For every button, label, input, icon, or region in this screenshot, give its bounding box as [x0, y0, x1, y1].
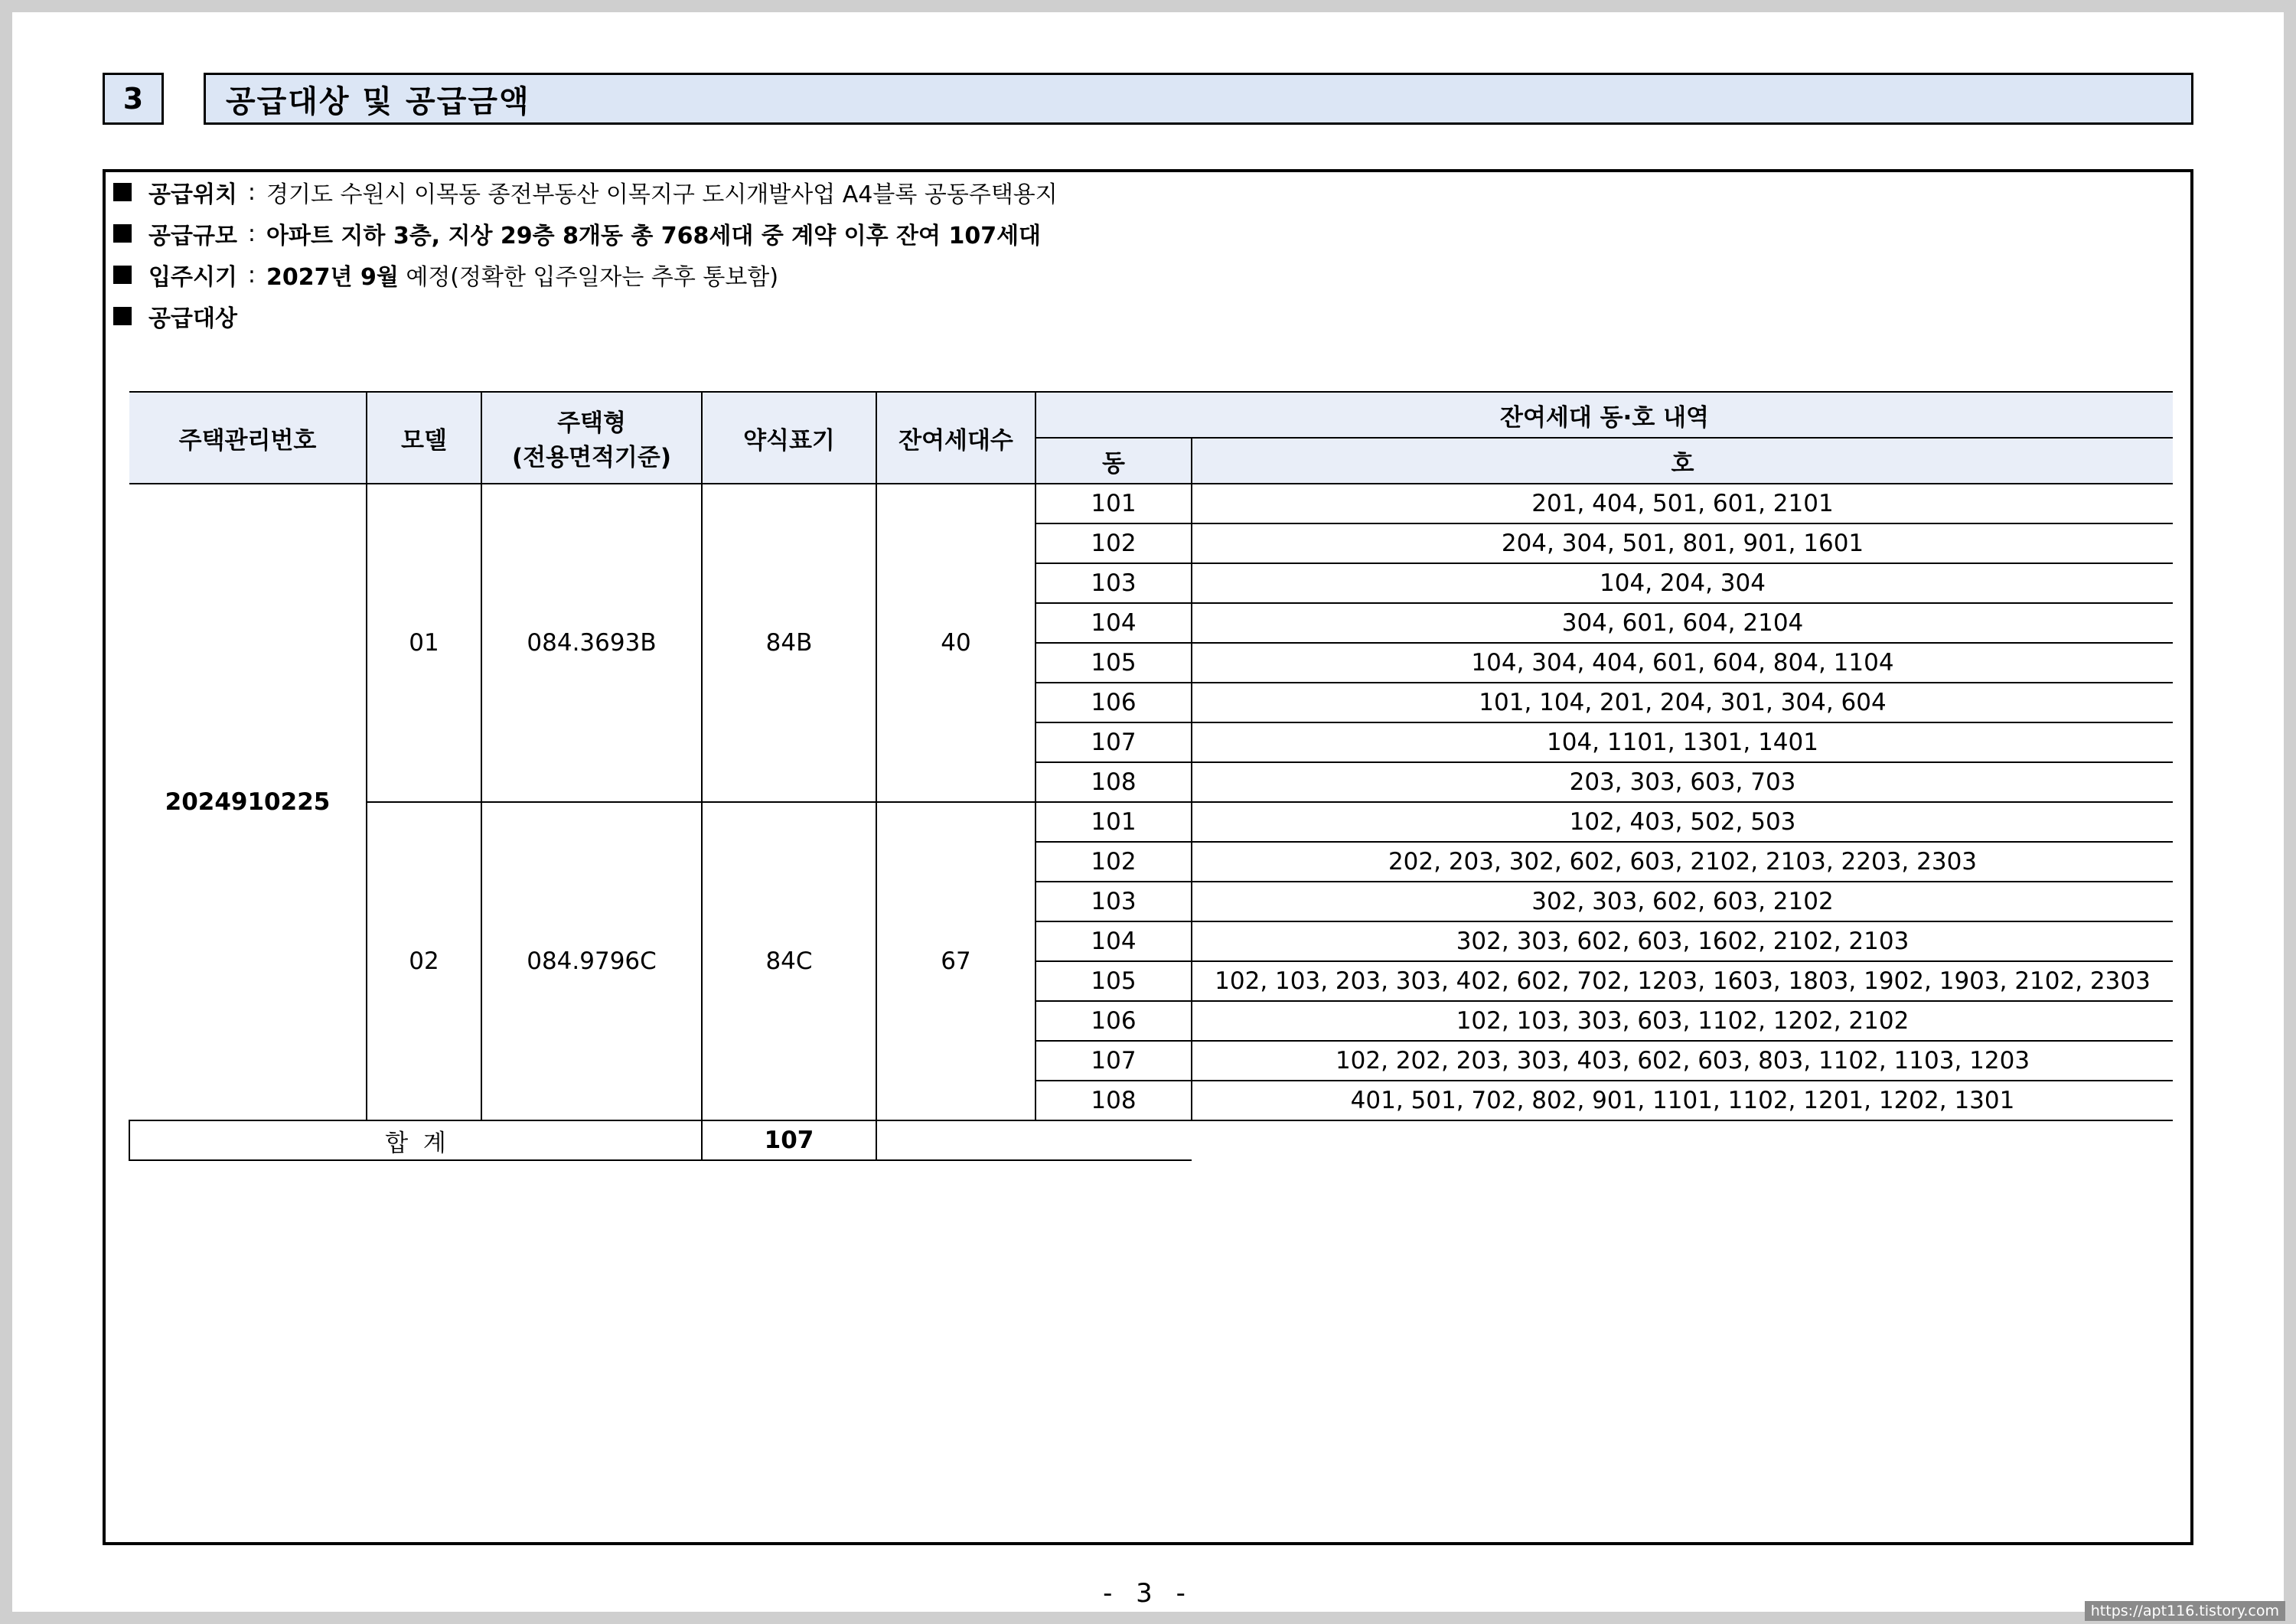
ho-cell: 401, 501, 702, 802, 901, 1101, 1102, 1201, 1202, 1301 — [1192, 1081, 2173, 1120]
total-label: 합 계 — [129, 1120, 702, 1160]
dong-cell: 101 — [1035, 802, 1192, 842]
ho-cell: 104, 1101, 1301, 1401 — [1192, 722, 2173, 762]
dong-cell: 107 — [1035, 722, 1192, 762]
info-label: 공급대상 — [148, 305, 237, 332]
model-cell: 01 — [367, 484, 481, 802]
total-empty-cell — [876, 1120, 1192, 1160]
header-type-line2: (전용면적기준) — [511, 444, 671, 471]
info-label: 공급위치 — [148, 181, 237, 208]
section-title: 공급대상 및 공급금액 — [204, 73, 2193, 125]
short-cell: 84B — [702, 484, 876, 802]
ho-cell: 203, 303, 603, 703 — [1192, 762, 2173, 802]
info-colon: : — [247, 261, 256, 289]
dong-cell: 105 — [1035, 643, 1192, 683]
ho-cell: 204, 304, 501, 801, 901, 1601 — [1192, 523, 2173, 563]
dong-cell: 101 — [1035, 484, 1192, 523]
page-number: - 3 - — [1103, 1578, 1193, 1609]
header-remain: 잔여세대수 — [876, 392, 1035, 484]
ho-cell: 102, 103, 303, 603, 1102, 1202, 2102 — [1192, 1001, 2173, 1041]
type-cell: 084.9796C — [481, 802, 702, 1120]
info-scale — [113, 217, 1041, 250]
header-detail: 잔여세대 동·호 내역 — [1035, 392, 2173, 438]
ho-cell: 104, 204, 304 — [1192, 563, 2173, 603]
info-colon: : — [247, 178, 256, 206]
header-short: 약식표기 — [702, 392, 876, 484]
info-label: 공급규모 — [148, 223, 237, 249]
info-value: 경기도 수원시 이목동 종전부동산 이목지구 도시개발사업 A4블록 공동주택용지 — [266, 181, 1058, 208]
ho-cell: 302, 303, 602, 603, 1602, 2102, 2103 — [1192, 921, 2173, 961]
info-move-in — [113, 258, 778, 292]
dong-cell: 104 — [1035, 921, 1192, 961]
header-model: 모델 — [367, 392, 481, 484]
header-mgmt-no: 주택관리번호 — [129, 392, 367, 484]
ho-cell: 201, 404, 501, 601, 2101 — [1192, 484, 2173, 523]
header-type-line1: 주택형 — [557, 409, 626, 437]
ho-cell: 302, 303, 602, 603, 2102 — [1192, 882, 2173, 921]
dong-cell: 104 — [1035, 603, 1192, 643]
remain-cell: 67 — [876, 802, 1035, 1120]
ho-cell: 102, 403, 502, 503 — [1192, 802, 2173, 842]
total-value: 107 — [702, 1120, 876, 1160]
header-dong: 동 — [1035, 438, 1192, 484]
dong-cell: 105 — [1035, 961, 1192, 1001]
table-row — [129, 802, 2173, 842]
square-bullet-icon — [113, 224, 132, 243]
section-number: 3 — [103, 73, 164, 125]
content-frame — [103, 169, 2193, 1545]
table-row — [129, 484, 2173, 523]
dong-cell: 102 — [1035, 523, 1192, 563]
square-bullet-icon — [113, 307, 132, 325]
ho-cell: 104, 304, 404, 601, 604, 804, 1104 — [1192, 643, 2173, 683]
type-cell: 084.3693B — [481, 484, 702, 802]
ho-cell: 102, 202, 203, 303, 403, 602, 603, 803, 1102, 1103, 1203 — [1192, 1041, 2173, 1081]
square-bullet-icon — [113, 183, 132, 201]
header-ho: 호 — [1192, 438, 2173, 484]
mgmt-no-cell: 2024910225 — [129, 484, 367, 1120]
info-value: 아파트 지하 3층, 지상 29층 8개동 총 768세대 중 계약 이후 잔여 107세대 — [266, 223, 1042, 249]
info-location — [113, 175, 1058, 209]
dong-cell: 108 — [1035, 1081, 1192, 1120]
ho-cell: 101, 104, 201, 204, 301, 304, 604 — [1192, 683, 2173, 722]
watermark: https://apt116.tistory.com — [2085, 1601, 2285, 1621]
dong-cell: 102 — [1035, 842, 1192, 882]
dong-cell: 107 — [1035, 1041, 1192, 1081]
info-label: 입주시기 — [148, 264, 237, 291]
dong-cell: 108 — [1035, 762, 1192, 802]
info-target — [113, 299, 237, 333]
document-page — [12, 12, 2284, 1612]
dong-cell: 106 — [1035, 1001, 1192, 1041]
dong-cell: 103 — [1035, 563, 1192, 603]
dong-cell: 103 — [1035, 882, 1192, 921]
info-value-rest: 예정(정확한 입주일자는 추후 통보함) — [398, 264, 779, 291]
ho-cell: 102, 103, 203, 303, 402, 602, 702, 1203, 1603, 1803, 1902, 1903, 2102, 2303 — [1192, 961, 2173, 1001]
info-value-bold: 2027년 9월 — [266, 264, 399, 291]
header-type — [481, 392, 702, 484]
model-cell: 02 — [367, 802, 481, 1120]
dong-cell: 106 — [1035, 683, 1192, 722]
short-cell: 84C — [702, 802, 876, 1120]
supply-table — [129, 391, 2173, 1161]
square-bullet-icon — [113, 266, 132, 284]
remain-cell: 40 — [876, 484, 1035, 802]
info-colon: : — [247, 220, 256, 247]
ho-cell: 304, 601, 604, 2104 — [1192, 603, 2173, 643]
total-row — [129, 1120, 2173, 1160]
ho-cell: 202, 203, 302, 602, 603, 2102, 2103, 2203, 2303 — [1192, 842, 2173, 882]
